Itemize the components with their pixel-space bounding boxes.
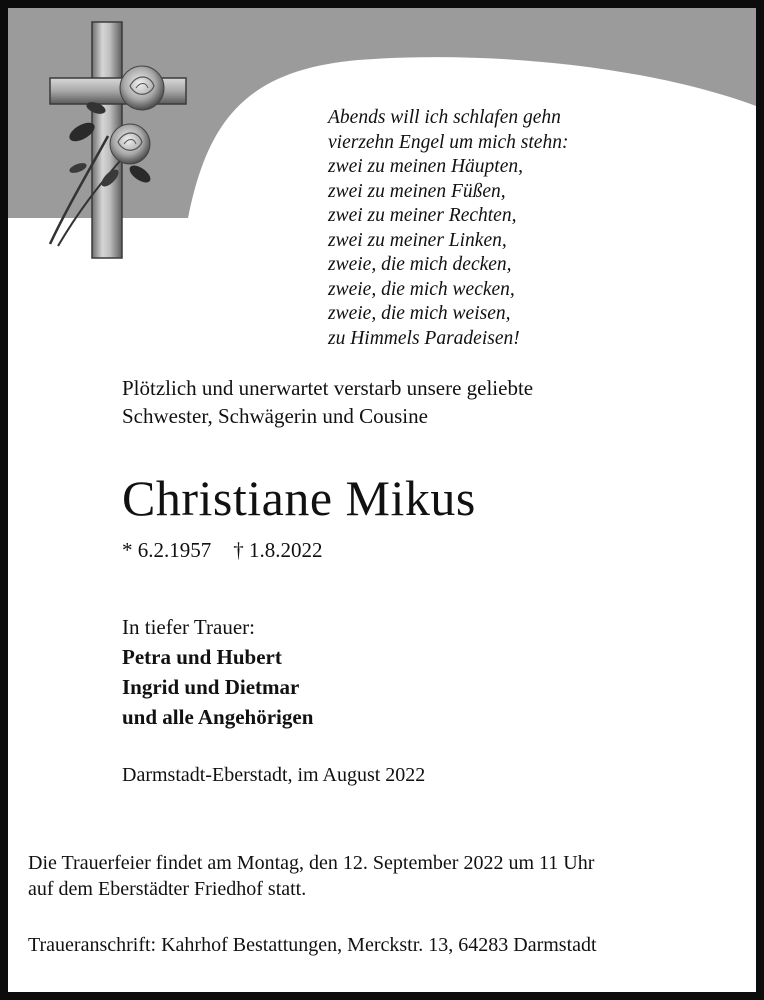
death-date: † 1.8.2022 [233,538,323,562]
birth-date: * 6.2.1957 [122,538,212,562]
cross-with-roses-icon [38,16,198,260]
mourning-address: Traueranschrift: Kahrhof Bestattungen, Merckstr. 13, 64283 Darmstadt [28,934,597,956]
poem-line: zu Himmels Paradeisen! [328,327,520,349]
death-announcement [122,374,533,430]
mourner-name: Ingrid und Dietmar [122,675,300,699]
mourner-name: Petra und Hubert [122,645,282,669]
funeral-info [28,850,594,902]
mourner-name: und alle Angehörigen [122,705,314,729]
poem-line: zwei zu meinen Füßen, [328,180,506,202]
poem [328,106,568,351]
mourners-heading: In tiefer Trauer: [122,615,255,639]
poem-line: zwei zu meinen Häupten, [328,156,523,177]
poem-line: zweie, die mich weisen, [328,303,511,324]
place-and-date: Darmstadt-Eberstadt, im August 2022 [122,764,426,786]
poem-line: zweie, die mich decken, [328,254,512,275]
poem-line: zwei zu meiner Linken, [328,229,507,251]
poem-line: Abends will ich schlafen gehn [328,107,561,128]
deceased-name: Christiane Mikus [122,470,476,526]
announcement-line: Plötzlich und unerwartet verstarb unsere geliebte [122,376,534,400]
poem-line: zwei zu meiner Rechten, [328,205,517,226]
poem-line: vierzehn Engel um mich stehn: [328,131,569,153]
poem-line: zweie, die mich wecken, [328,278,515,300]
funeral-line: Die Trauerfeier findet am Montag, den 12. September 2022 um 11 Uhr [28,852,595,874]
funeral-line: auf dem Eberstädter Friedhof statt. [28,878,307,900]
announcement-line: Schwester, Schwägerin und Cousine [122,404,428,428]
mourners [122,612,313,732]
life-dates [122,536,323,564]
